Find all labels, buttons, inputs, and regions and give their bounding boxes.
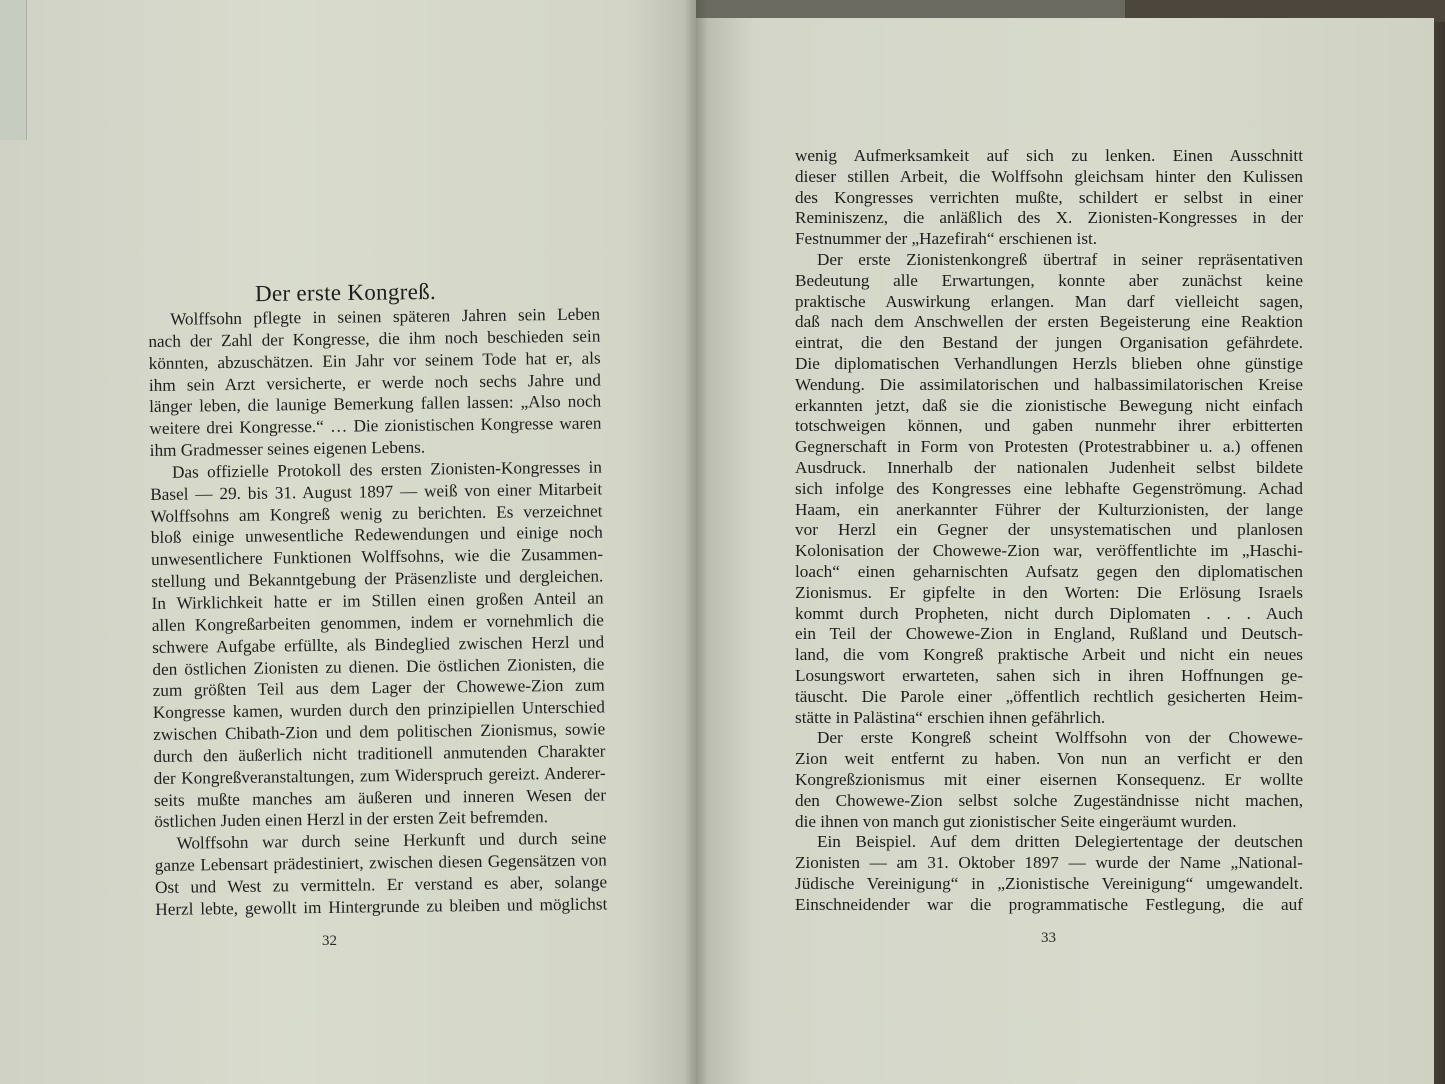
text-line: Wolffsohn war durch seine Herkunft und durch seine (176, 828, 607, 853)
text-line: eintrat, die den Bestand der jungen Organisation gefährdete. (795, 333, 1303, 353)
text-line: zum größten Teil aus dem Lager der Chowewe-Zion zum (152, 675, 605, 701)
text-line: vor Herzl ein Gegner der unsystematischen und planlosen (795, 520, 1303, 540)
text-line: Gegnerschaft in Form von Protesten (Protestrabbiner u. a.) offenen (795, 437, 1303, 457)
text-line: ihm Gradmesser seines eigenen Lebens. (149, 437, 426, 461)
text-line: kommt durch Propheten, nicht durch Diplomaten . . . Auch (795, 603, 1303, 623)
text-line: erkannten jetzt, daß sie die zionistische Bewegung nicht einfach (795, 395, 1303, 415)
text-line: totschweigen können, und gaben nunmehr ihrer erbitterten (795, 416, 1303, 436)
text-line: länger leben, die launige Bemerkung fallen lassen: „Also noch (149, 391, 602, 417)
text-line: Das offizielle Protokoll des ersten Zionisten-Kongresses in (171, 457, 603, 482)
text-line: Ost und West zu vermitteln. Er verstand es aber, solange (154, 872, 608, 897)
text-line: östlichen Juden einen Herzl in der ersten Zeit befremden. (154, 807, 549, 832)
text-line: Wolffsohn pflegte in seinen späteren Jahren sein Leben (170, 304, 601, 329)
text-line: dieser stillen Arbeit, die Wolffsohn gleichsam hinter den Kulissen (795, 166, 1303, 186)
page-number-left: 32 (322, 933, 337, 949)
text-line: loach“ einen geharnischten Aufsatz gegen den diplomatischen (795, 561, 1303, 581)
text-line: seits mußte manches am äußeren und inneren Wesen der (153, 785, 607, 810)
text-line: Die diplomatischen Verhandlungen Herzls blieben ohne günstige (795, 353, 1303, 373)
text-line: land, die vom Kongreß praktische Arbeit und nicht ein neues (795, 645, 1303, 665)
text-line: ganze Lebensart prädestiniert, zwischen diesen Gegensätzen von (154, 850, 607, 876)
text-line: Der erste Kongreß scheint Wolffsohn von der Chowewe- (817, 728, 1303, 748)
text-line: nach der Zahl der Kongresse, die ihm noch beschieden sein (148, 326, 601, 351)
text-line: könnten, abzuschätzen. Ein Jahr vor seinem Tode hat er, als (148, 348, 601, 373)
text-line: schwere Aufgabe erfüllte, als Bindeglied zwischen Herzl und (152, 632, 605, 657)
text-line: unwesentlichere Funktionen Wolffsohns, wie die Zusammen- (150, 544, 604, 570)
chapter-title: Der erste Kongreß. (254, 278, 437, 307)
text-line: Haam, ein anerkannter Führer der Kulturzionisten, der lange (795, 499, 1303, 519)
text-line: Zionisten — am 31. Oktober 1897 — wurde der Name „National- (795, 853, 1303, 873)
text-line: stellung und Bekanntgebung der Präsenzliste und dergleichen. (151, 566, 604, 592)
text-line: Festnummer der „Hazefirah“ erschienen ist. (795, 229, 1098, 249)
text-line: die ihnen von manch gut zionistischer Seite eingeräumt wurden. (795, 811, 1237, 831)
text-line: Wendung. Die assimilatorischen und halbassimilatorischen Kreise (795, 374, 1303, 394)
book-gutter (684, 0, 708, 1084)
text-line: der Kongreßveranstaltungen, zum Widerspruch gereizt. Anderer- (153, 763, 606, 788)
text-line: Reminiszenz, die anläßlich des X. Zionisten-Kongresses in der (795, 208, 1303, 228)
text-line: allen Kongreßarbeiten genommen, indem er vornehmlich die (151, 610, 604, 635)
text-line: ihm sein Arzt versicherte, er werde noch sechs Jahre und (148, 370, 602, 395)
text-line: Herzl lebte, gewollt im Hintergrunde zu bleiben und möglichst (155, 894, 608, 919)
text-line: Basel — 29. bis 31. August 1897 — weiß von einer Mitarbeit (150, 479, 603, 504)
text-line: praktische Auswirkung erlangen. Man darf vielleicht sagen, (795, 291, 1303, 311)
text-line: täuscht. Die Parole einer „öffentlich rechtlich gesicherten Heim- (795, 686, 1303, 706)
text-line: den östlichen Zionisten zu dienen. Die östlichen Zionisten, die (152, 653, 605, 679)
text-line: sich infolge des Kongresses eine lebhafte Gegenströmung. Achad (795, 478, 1303, 498)
text-line: des Kongresses verrichten mußte, schildert er selbst in einer (795, 187, 1303, 207)
left-page-text (148, 303, 607, 920)
text-line: Der erste Zionistenkongreß übertraf in seiner repräsentativen (817, 249, 1303, 269)
text-line: Kongreßzionismus mit einer eisernen Konsequenz. Er wollte (795, 769, 1303, 789)
text-line: daß nach dem Anschwellen der ersten Begeisterung eine Reaktion (795, 312, 1303, 332)
text-line: stätte in Palästina“ erschien ihnen gefährlich. (795, 707, 1106, 727)
text-line: In Wirklichkeit hatte er im Stillen einen großen Anteil an (151, 588, 604, 613)
right-page-text (795, 146, 1303, 915)
text-line: Kolonisation der Chowewe-Zion war, veröffentlichte im „Haschi- (795, 541, 1303, 561)
text-line: Kongresse kamen, wurden durch den prinzipiellen Unterschied (152, 697, 606, 723)
text-line: Wolffsohns am Kongreß wenig zu berichten. Es verzeichnet (150, 501, 603, 526)
text-line: durch den äußerlich nicht traditionell anmutenden Charakter (153, 741, 606, 766)
text-line: weitere drei Kongresse.“ … Die zionistischen Kongresse waren (149, 413, 602, 439)
text-line: den Chowewe-Zion selbst solche Zugeständnisse nicht machen, (795, 790, 1303, 810)
text-line: Zion weit entfernt zu haben. Von nun an verficht er den (795, 749, 1303, 769)
text-line: Losungswort erwarteten, sahen sich in ihren Hoffnungen ge- (795, 665, 1303, 685)
text-line: zwischen Chibath-Zion und dem politischen Zionismus, sowie (153, 719, 606, 744)
text-line: Ausdruck. Innerhalb der nationalen Judenheit selbst bildete (795, 457, 1303, 477)
page-edge (0, 0, 27, 140)
text-line: bloß einige unwesentliche Redewendungen und einige noch (150, 522, 603, 548)
text-line: Einschneidender war die programmatische Festlegung, die auf (795, 894, 1303, 914)
text-line: Zionismus. Er gipfelte in den Worten: Die Erlösung Israels (795, 582, 1303, 602)
text-line: ein Teil der Chowewe-Zion in England, Rußland und Deutsch- (795, 624, 1303, 644)
text-line: wenig Aufmerksamkeit auf sich zu lenken. Einen Ausschnitt (795, 146, 1303, 165)
text-line: Bedeutung alle Erwartungen, konnte aber zunächst keine (795, 270, 1303, 290)
text-line: Jüdische Vereinigung“ in „Zionistische Vereinigung“ umgewandelt. (795, 873, 1303, 893)
page-number-right: 33 (1041, 930, 1056, 946)
text-line: Ein Beispiel. Auf dem dritten Delegiertentage der deutschen (817, 832, 1303, 852)
